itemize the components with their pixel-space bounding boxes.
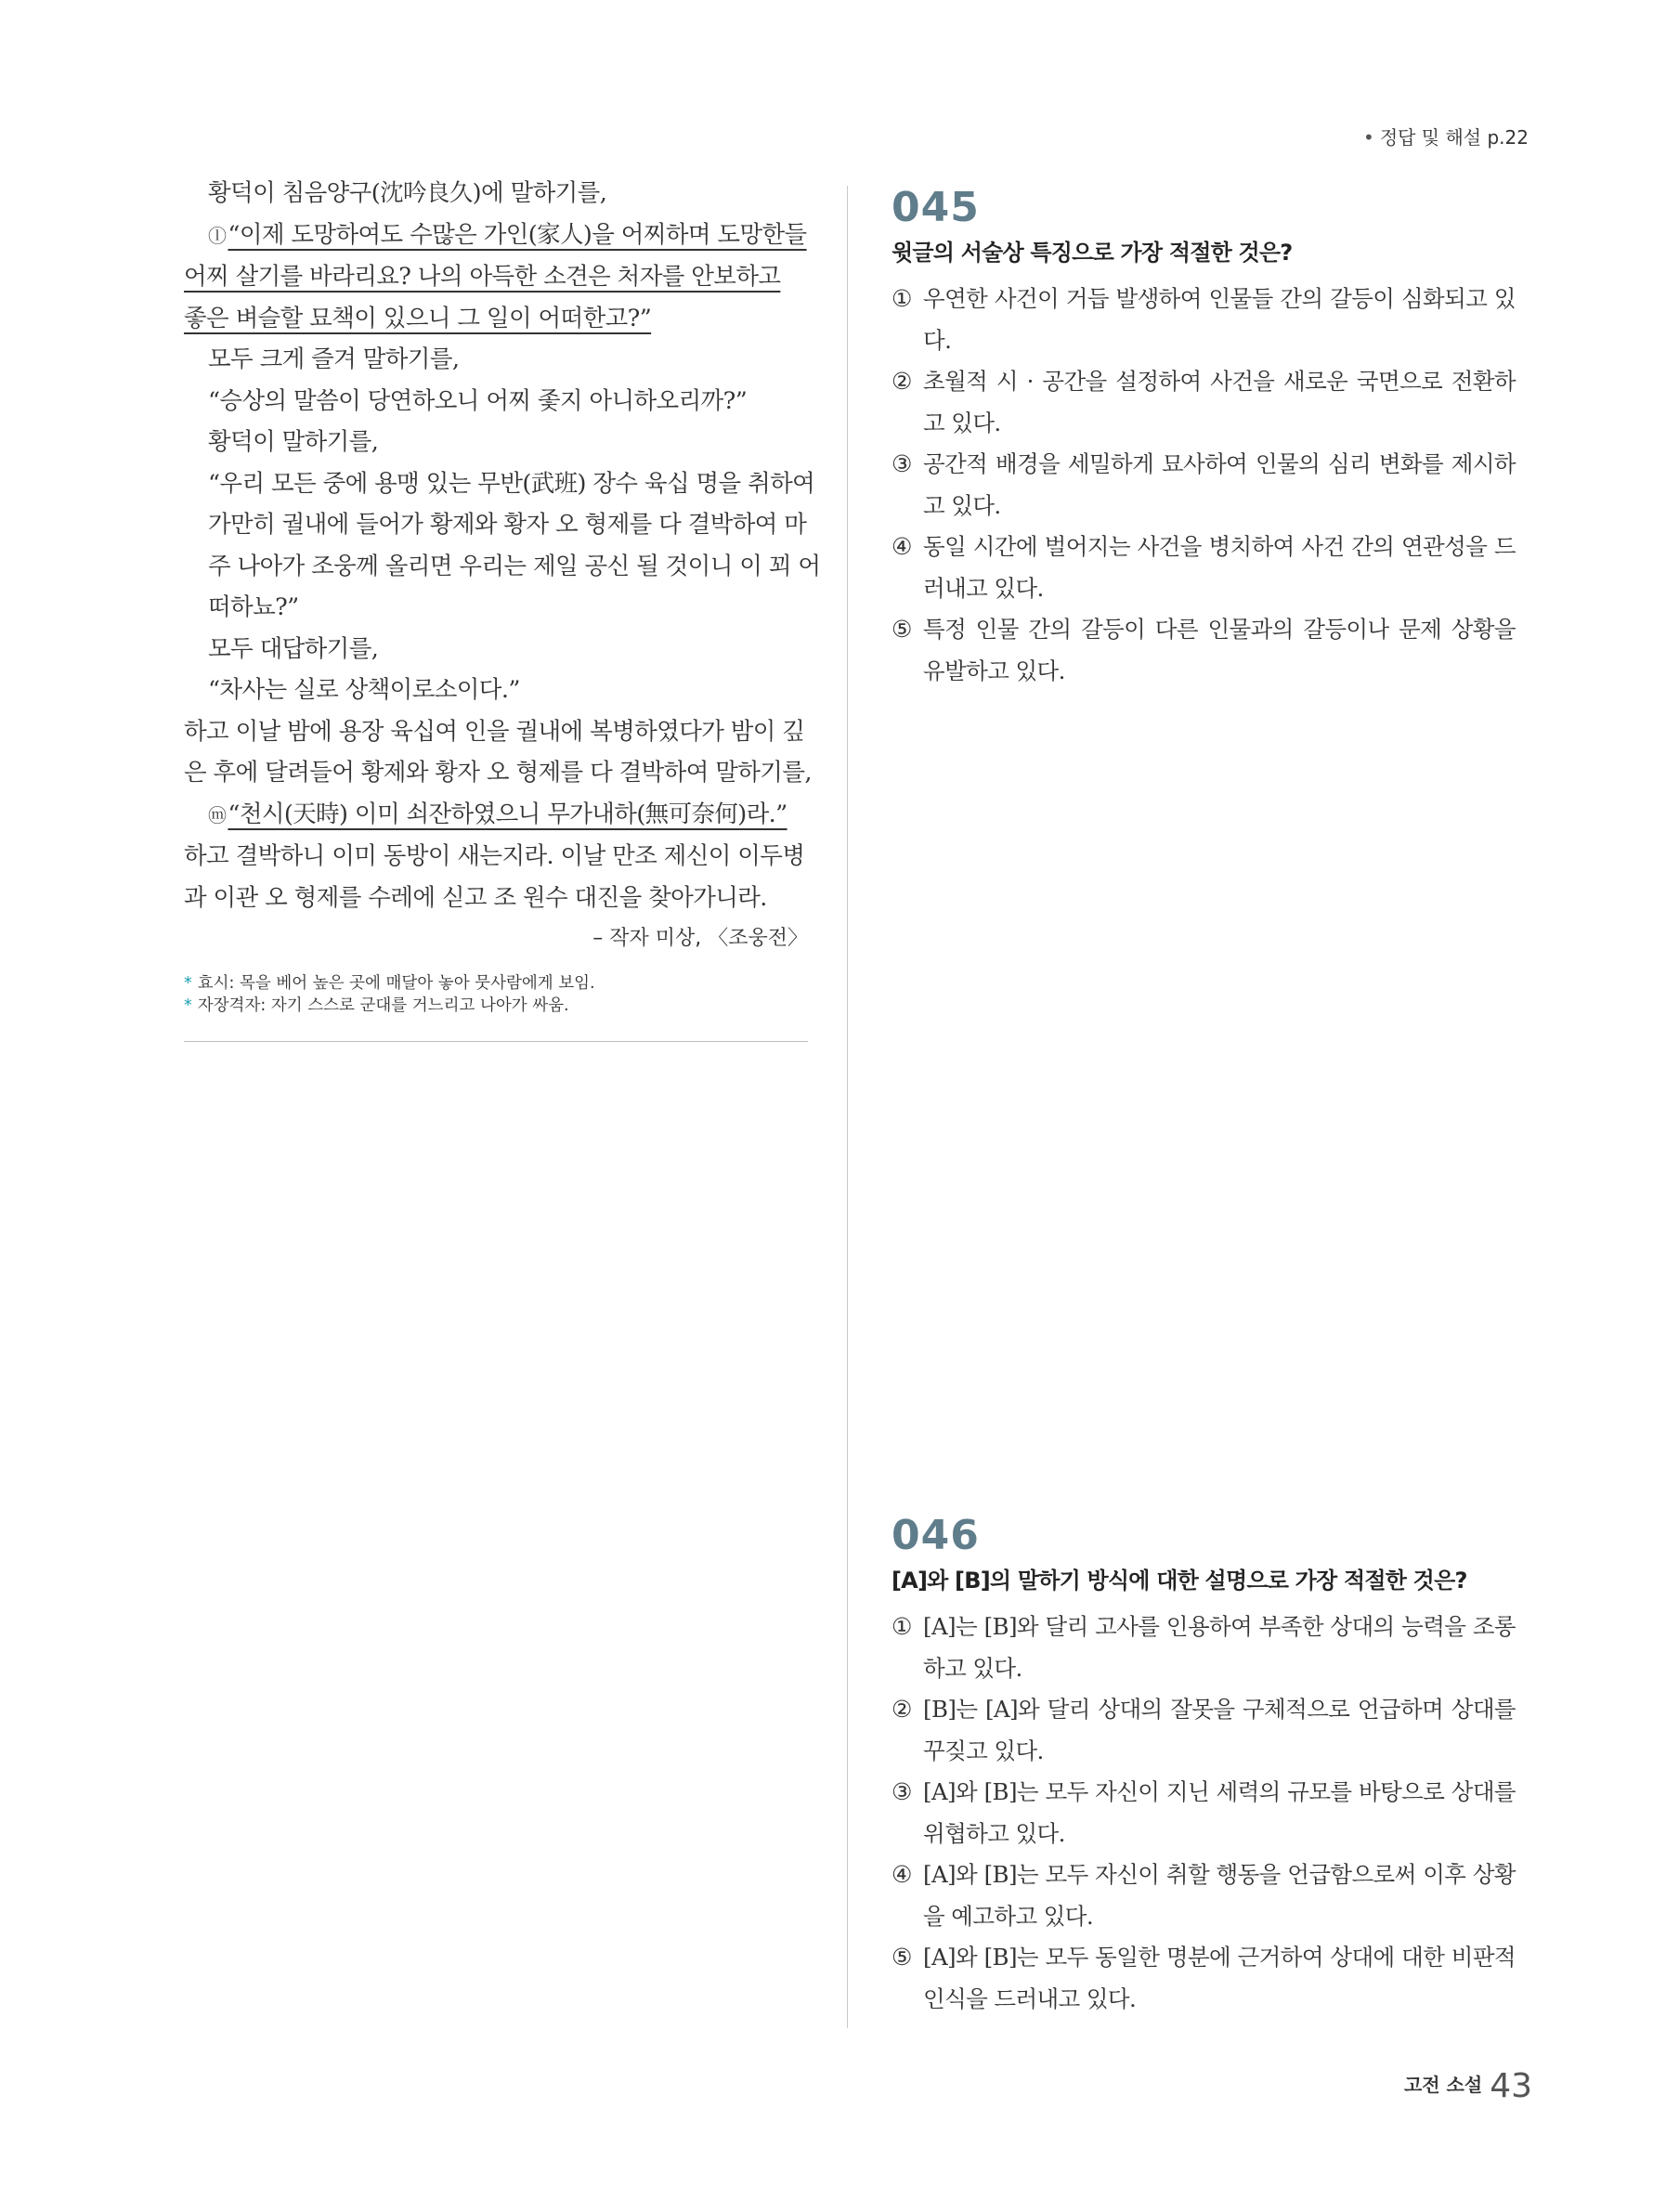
choice-text: [B]는 [A]와 달리 상대의 잘못을 구체적으로 언급하며 상대를 꾸짖고 있다. xyxy=(923,1696,1516,1764)
choice-marker: ⑤ xyxy=(892,616,912,643)
choice-marker: ② xyxy=(892,368,912,395)
marker-l: ⓛ xyxy=(208,224,227,247)
page-number: 43 xyxy=(1490,2067,1532,2105)
bullet-icon: • xyxy=(1363,126,1374,149)
choice-marker: ② xyxy=(892,1696,912,1723)
passage-line: “차사는 실로 상책이로소이다.” xyxy=(208,676,520,704)
question-number: 045 xyxy=(892,184,980,231)
passage-line: 떠하뇨?” xyxy=(208,593,299,621)
passage-line xyxy=(184,256,808,298)
choice-marker: ③ xyxy=(892,1778,912,1805)
passage-line: 가만히 궐내에 들어가 황제와 황자 오 형제를 다 결박하여 마 xyxy=(208,511,807,539)
page-footer xyxy=(1404,2067,1532,2105)
choice-1[interactable] xyxy=(892,279,1516,361)
choice-text: 동일 시간에 벌어지는 사건을 병치하여 사건 간의 연관성을 드러내고 있다. xyxy=(923,533,1516,602)
question-046 xyxy=(892,1512,1516,2020)
choice-5[interactable] xyxy=(892,1937,1516,2020)
underlined-quote: “이제 도망하여도 수많은 가인(家人)을 어찌하며 도망한들 xyxy=(228,220,807,249)
section-name: 고전 소설 xyxy=(1403,2074,1483,2096)
passage-line: “승상의 말씀이 당연하오니 어찌 좇지 아니하오리까?” xyxy=(208,386,748,415)
question-title: [A]와 [B]의 말하기 방식에 대한 설명으로 가장 적절한 것은? xyxy=(892,1568,1467,1594)
choice-marker: ④ xyxy=(892,1861,912,1888)
question-title: 윗글의 서술상 특징으로 가장 적절한 것은? xyxy=(892,240,1293,266)
passage-line: 하고 결박하니 이미 동방이 새는지라. 이날 만조 제신이 이두병 xyxy=(184,842,805,870)
underlined-quote: “천시(天時) 이미 쇠잔하였으니 무가내하(無可奈何)라.” xyxy=(228,800,787,828)
passage-line: 하고 이날 밤에 용장 육십여 인을 궐내에 복병하였다가 밤이 깊 xyxy=(184,717,805,746)
passage-line: 모두 대답하기를, xyxy=(208,634,379,663)
choice-4[interactable] xyxy=(892,527,1516,609)
choice-5[interactable] xyxy=(892,609,1516,692)
passage-column xyxy=(184,173,821,1042)
choice-list xyxy=(892,1607,1516,2020)
passage-line: 황덕이 말하기를, xyxy=(208,428,379,456)
choice-marker: ⑤ xyxy=(892,1944,912,1971)
footnotes xyxy=(184,972,808,1017)
choice-text: [A]와 [B]는 모두 동일한 명분에 근거하여 상대에 대한 비판적 인식을 드러내고 있다. xyxy=(923,1944,1516,2012)
choice-2[interactable] xyxy=(892,1689,1516,1772)
passage-line: 은 후에 달려들어 황제와 황자 오 형제를 다 결박하여 말하기를, xyxy=(184,759,812,787)
choice-marker: ① xyxy=(892,1613,912,1640)
asterisk-icon: * xyxy=(184,996,192,1015)
footnote: * 자장격자: 자기 스스로 군대를 거느리고 나아가 싸움. xyxy=(184,996,569,1015)
passage-end-rule xyxy=(184,1041,808,1042)
answer-reference-text: 정답 및 해설 p.22 xyxy=(1379,126,1529,149)
choice-text: [A]는 [B]와 달리 고사를 인용하여 부족한 상대의 능력을 조롱하고 있다. xyxy=(923,1613,1516,1682)
passage-line xyxy=(184,215,808,257)
footnote: * 효시: 목을 베어 높은 곳에 매달아 놓아 뭇사람에게 보임. xyxy=(184,974,595,993)
answer-reference xyxy=(1363,123,1529,150)
choice-2[interactable] xyxy=(892,361,1516,444)
choice-text: 초월적 시 · 공간을 설정하여 사건을 새로운 국면으로 전환하고 있다. xyxy=(923,368,1516,436)
choice-text: 공간적 배경을 세밀하게 묘사하여 인물의 심리 변화를 제시하고 있다. xyxy=(923,450,1516,519)
passage-line xyxy=(184,298,808,340)
choice-text: 우연한 사건이 거듭 발생하여 인물들 간의 갈등이 심화되고 있다. xyxy=(923,285,1516,354)
underlined-quote: 좋은 벼슬할 묘책이 있으니 그 일이 어떠한고?” xyxy=(184,304,652,332)
underlined-quote: 어찌 살기를 바라리요? 나의 아득한 소견은 처자를 안보하고 xyxy=(184,263,781,291)
passage-line: 과 이관 오 형제를 수레에 싣고 조 원수 대진을 찾아가니라. xyxy=(184,883,767,912)
passage-line: “우리 모든 중에 용맹 있는 무반(武班) 장수 육십 명을 취하여 xyxy=(208,469,815,498)
passage-source: – 작자 미상, 〈조웅전〉 xyxy=(592,927,808,950)
question-045 xyxy=(892,184,1516,692)
passage-line xyxy=(184,794,808,837)
choice-3[interactable] xyxy=(892,444,1516,527)
passage-line: 모두 크게 즐겨 말하기를, xyxy=(208,345,460,373)
choice-4[interactable] xyxy=(892,1854,1516,1937)
choice-1[interactable] xyxy=(892,1607,1516,1689)
column-divider xyxy=(847,186,848,2028)
asterisk-icon: * xyxy=(184,974,192,993)
question-number: 046 xyxy=(892,1512,980,1559)
choice-text: 특정 인물 간의 갈등이 다른 인물과의 갈등이나 문제 상황을 유발하고 있다. xyxy=(923,616,1516,684)
choice-text: [A]와 [B]는 모두 자신이 취할 행동을 언급함으로써 이후 상황을 예고하고 있다. xyxy=(923,1861,1516,1930)
passage-line: 주 나아가 조웅께 올리면 우리는 제일 공신 될 것이니 이 꾀 어 xyxy=(208,552,821,580)
passage-line: 황덕이 침음양구(沈吟良久)에 말하기를, xyxy=(208,179,607,207)
marker-m: ⓜ xyxy=(208,803,227,826)
choice-marker: ④ xyxy=(892,533,912,560)
choice-3[interactable] xyxy=(892,1772,1516,1854)
choice-marker: ③ xyxy=(892,450,912,477)
choice-text: [A]와 [B]는 모두 자신이 지닌 세력의 규모를 바탕으로 상대를 위협하고 있다. xyxy=(923,1778,1516,1847)
choice-list xyxy=(892,279,1516,692)
choice-marker: ① xyxy=(892,285,912,312)
